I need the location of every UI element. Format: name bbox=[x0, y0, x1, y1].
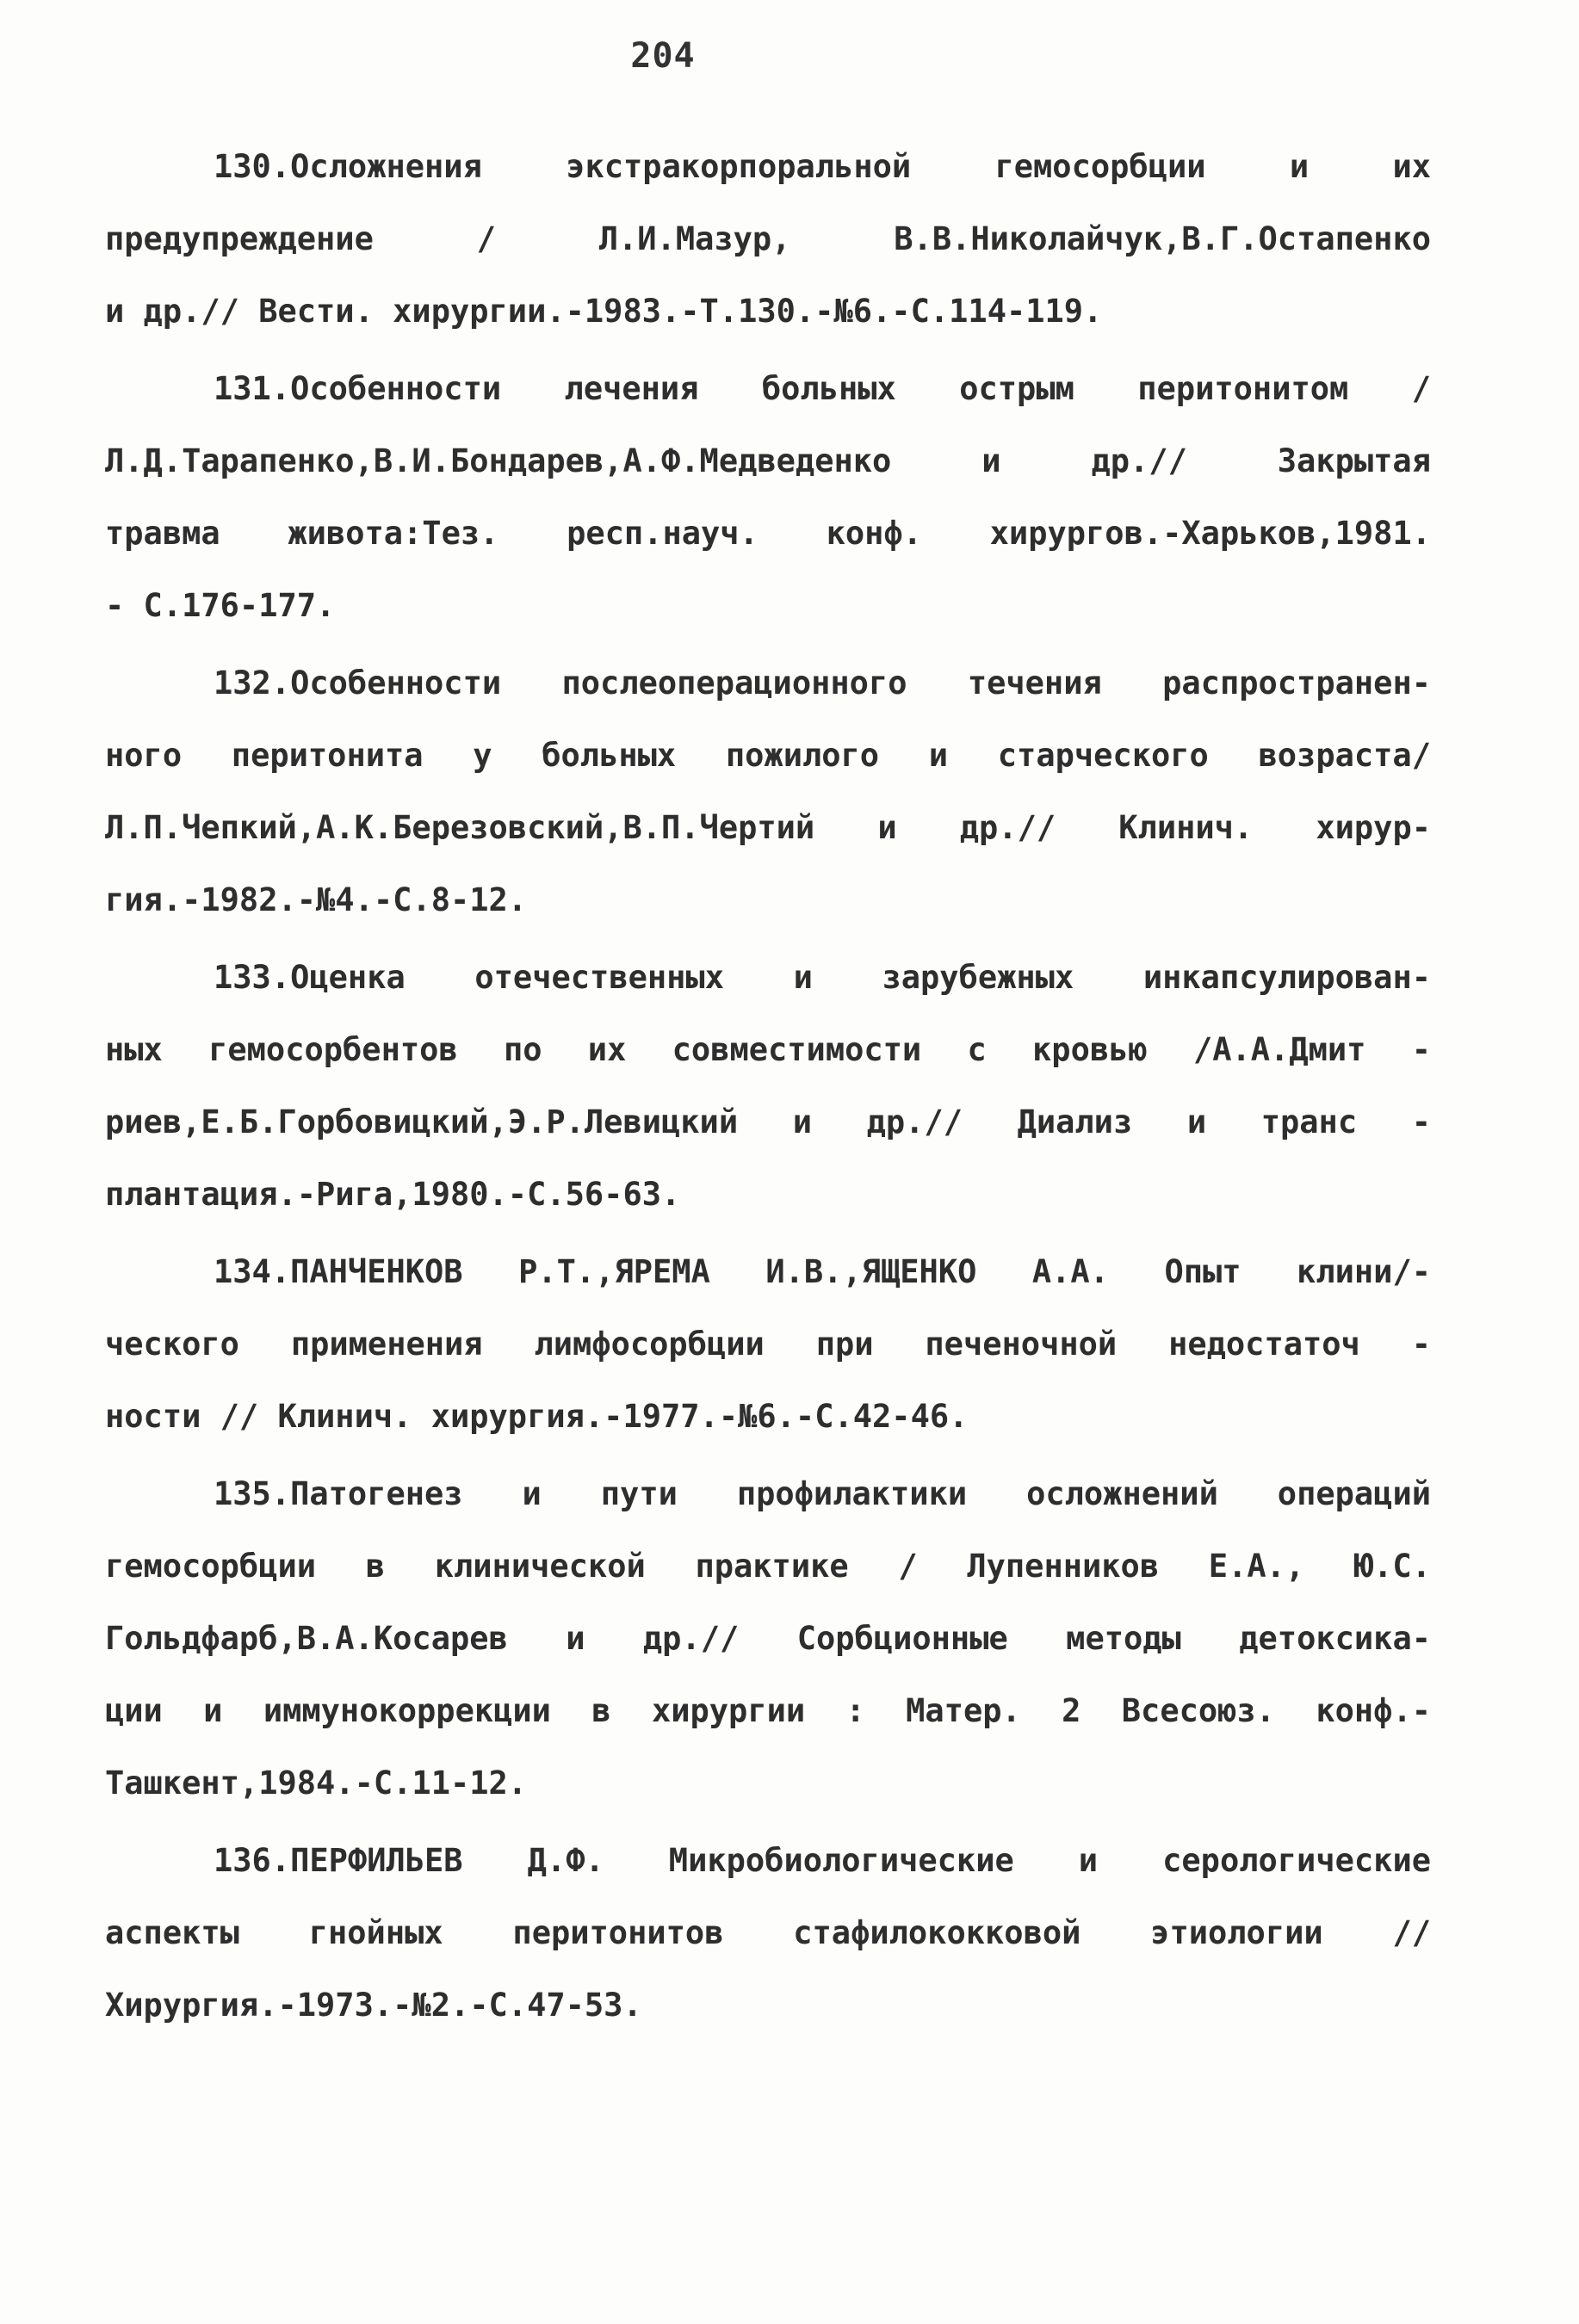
reference-line: Ташкент,1984.-С.11-12. bbox=[105, 1765, 528, 1802]
reference-line: Хирургия.-1973.-№2.-С.47-53. bbox=[105, 1987, 642, 2024]
reference-line: Л.Д.Тарапенко,В.И.Бондарев,А.Ф.Медведенко и др.// Закрытая bbox=[105, 442, 1431, 479]
reference-line: ных гемосорбентов по их совместимости с кровью /А.А.Дмит - bbox=[105, 1031, 1431, 1068]
reference-line: Л.П.Чепкий,А.К.Березовский,В.П.Чертий и др.// Клинич. хирур- bbox=[105, 809, 1431, 846]
reference-line: ции и иммунокоррекции в хирургии : Матер. 2 Всесоюз. конф.- bbox=[105, 1692, 1431, 1729]
reference-line: гия.-1982.-№4.-С.8-12. bbox=[105, 881, 528, 918]
reference-line: ческого применения лимфосорбции при печеночной недостаточ - bbox=[105, 1326, 1431, 1363]
reference-line: ности // Клинич. хирургия.-1977.-№6.-С.42-46. bbox=[105, 1398, 969, 1435]
reference-line: плантация.-Рига,1980.-С.56-63. bbox=[105, 1176, 681, 1213]
reference-item-135 bbox=[105, 1458, 1431, 1820]
page-number: 204 bbox=[630, 36, 696, 76]
reference-list bbox=[105, 131, 1431, 2047]
reference-line: аспекты гнойных перитонитов стафилококковой этиологии // bbox=[105, 1914, 1431, 1951]
reference-line: Гольдфарб,В.А.Косарев и др.// Сорбционные методы детоксика- bbox=[105, 1620, 1431, 1657]
reference-line: гемосорбции в клинической практике / Лупенников Е.А., Ю.С. bbox=[105, 1548, 1431, 1585]
reference-item-136 bbox=[105, 1825, 1431, 2042]
reference-item-131 bbox=[105, 353, 1431, 642]
reference-line: 135.Патогенез и пути профилактики осложнений операций bbox=[214, 1475, 1431, 1512]
reference-line: 131.Особенности лечения больных острым перитонитом / bbox=[214, 370, 1431, 407]
reference-item-130 bbox=[105, 131, 1431, 348]
reference-line: и др.// Вести. хирургии.-1983.-Т.130.-№6.-С.114-119. bbox=[105, 293, 1103, 330]
reference-line: риев,Е.Б.Горбовицкий,Э.Р.Левицкий и др.// Диализ и транс - bbox=[105, 1103, 1431, 1140]
reference-line: 136.ПЕРФИЛЬЕВ Д.Ф. Микробиологические и серологические bbox=[214, 1842, 1431, 1879]
reference-item-134 bbox=[105, 1236, 1431, 1453]
reference-line: 134.ПАНЧЕНКОВ Р.Т.,ЯРЕМА И.В.,ЯЩЕНКО А.А. Опыт клини/- bbox=[214, 1253, 1431, 1290]
reference-line: ного перитонита у больных пожилого и старческого возраста/ bbox=[105, 737, 1431, 774]
reference-item-133 bbox=[105, 942, 1431, 1231]
reference-line: 132.Особенности послеоперационного течения распространен- bbox=[214, 664, 1431, 702]
reference-item-132 bbox=[105, 647, 1431, 936]
reference-line: предупреждение / Л.И.Мазур, В.В.Николайчук,В.Г.Остапенко bbox=[105, 220, 1431, 257]
reference-line: травма живота:Тез. респ.науч. конф. хирургов.-Харьков,1981. bbox=[105, 515, 1431, 552]
reference-line: 133.Оценка отечественных и зарубежных инкапсулирован- bbox=[214, 959, 1431, 996]
reference-line: - С.176-177. bbox=[105, 587, 336, 624]
reference-line: 130.Осложнения экстракорпоральной гемосорбции и их bbox=[214, 148, 1431, 185]
